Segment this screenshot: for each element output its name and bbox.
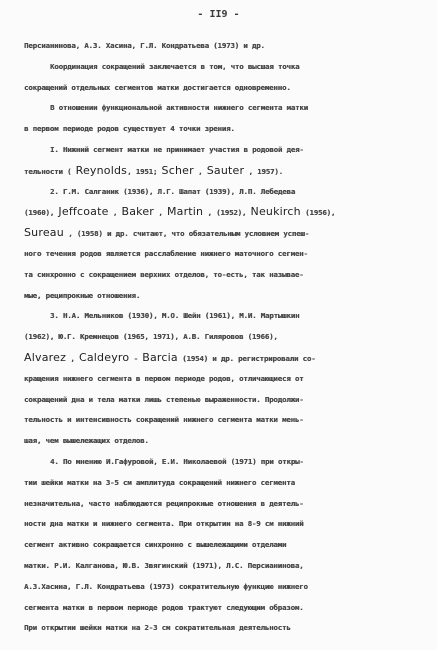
typed-text: тельность и интенсивность сокращений нижнего сегмента матки мень-: [24, 415, 304, 425]
handwritten-name: Martin: [166, 205, 204, 219]
text-line: [24, 514, 424, 535]
text-line: [24, 473, 424, 494]
text-line: [24, 327, 424, 348]
page-number: - II9 -: [197, 9, 240, 20]
text-line: [24, 161, 424, 182]
typed-text: (1962), Ю.Г. Кремнецов (1965, 1971), А.В. Гиляровов (1966),: [24, 332, 278, 342]
text-line: [24, 556, 424, 577]
text-line: [24, 182, 424, 203]
typed-text: (1956),: [300, 208, 336, 218]
text-line: [24, 410, 424, 431]
handwritten-name: Scher: [161, 163, 194, 177]
text-line: [24, 431, 424, 452]
typed-text: -: [129, 353, 143, 363]
typed-text: тельности (: [24, 166, 76, 176]
typed-text: А.З.Хасина, Г.Л. Кондратьева (1973) сократительную функцию нижнего: [24, 581, 308, 591]
typed-text: 4. По мнению И.Гафуровой, Е.И. Николаевой (1971) при откры-: [50, 456, 304, 466]
handwritten-name: Sauter: [206, 163, 245, 177]
typed-text: ,: [108, 208, 122, 218]
typed-text: (1954) и др. регистрировали со-: [177, 353, 316, 363]
typed-text: сегмента матки в первом периоде родов трактуют следующим образом.: [24, 602, 304, 612]
typed-text: (1960),: [24, 208, 59, 218]
text-line: [24, 119, 424, 140]
typed-text: , (1952),: [203, 208, 251, 218]
typed-text: сокращений дна и тела матки лишь степенью выраженности. Продолжи-: [24, 394, 304, 404]
text-line: [24, 78, 424, 99]
document-body: [24, 36, 424, 639]
typed-text: При открытии шейки матки на 2-3 см сократительная деятельность: [24, 623, 291, 633]
typed-text: сокращений отдельных сегментов матки достигается одновременно.: [24, 82, 291, 92]
typed-text: , 1951;: [127, 166, 162, 176]
typed-text: незначительна, часто наблюдаются реципрокные отношения в деятель-: [24, 498, 304, 508]
typed-text: I. Нижний сегмент матки не принимает участия в родовой дея-: [50, 144, 304, 154]
typed-text: ,: [66, 353, 79, 363]
text-line: [24, 390, 424, 411]
handwritten-name: Caldeyro: [78, 350, 130, 364]
text-line: [24, 286, 424, 307]
handwritten-name: Barcia: [142, 350, 178, 364]
handwritten-name: Sureau: [24, 226, 64, 240]
typed-text: мые, реципрокные отношения.: [24, 290, 141, 300]
text-line: [24, 265, 424, 286]
typed-text: В отношении функциональной активности нижнего сегмента матки: [50, 103, 308, 113]
typed-text: та синхронно с сокращением верхних отделов, то-есть, так называе-: [24, 269, 304, 279]
typed-text: тии шейки матки на 3-5 см амплитуда сокращений нижнего сегмента: [24, 477, 295, 487]
text-line: [24, 618, 424, 639]
typed-text: сегмент активно сокращается синхронно с вышележащими отделами: [24, 540, 287, 550]
text-line: [24, 57, 424, 78]
text-line: [24, 348, 424, 369]
text-line: [24, 223, 424, 244]
typed-text: 2. Г.М. Салганик (1936), Л.Г. Шапат (1939), Л.П. Лебедева: [50, 186, 296, 196]
typed-text: Персианинова, А.З. Хасина, Г.Л. Кондратьева (1973) и др.: [24, 41, 265, 50]
text-line: [24, 535, 424, 556]
handwritten-name: Jeffcoate: [58, 205, 109, 219]
typed-text: матки. Р.И. Калганова, Ю.В. Звягинский (1971), Л.С. Персианинова,: [24, 560, 304, 570]
text-line: [24, 202, 424, 223]
handwritten-name: Reynolds: [75, 163, 128, 177]
text-line: [24, 36, 424, 57]
typed-text: ,: [154, 208, 167, 218]
handwritten-name: Neukirch: [250, 205, 301, 219]
typed-text: ного течения родов является расслабление нижнего маточного сегмен-: [24, 248, 308, 258]
text-line: [24, 452, 424, 473]
text-line: [24, 140, 424, 161]
text-line: [24, 494, 424, 515]
text-line: [24, 98, 424, 119]
typed-text: 3. Н.А. Мельников (1930), М.О. Шейн (1961), М.И. Мартышкин: [50, 311, 300, 321]
text-line: [24, 306, 424, 327]
typed-text: шая, чем вышележащих отделов.: [24, 436, 149, 446]
typed-text: в первом периоде родов существует 4 точки зрения.: [24, 124, 235, 134]
typed-text: , (1958) и др. считают, что обязательным условием успеш-: [63, 229, 309, 239]
typed-text: кращения нижнего сегмента в первом периоде родов, отличающиеся от: [24, 373, 304, 383]
text-line: [24, 598, 424, 619]
handwritten-name: Alvarez: [24, 350, 67, 364]
text-line: [24, 577, 424, 598]
typed-text: , 1957).: [244, 166, 283, 176]
text-line: [24, 369, 424, 390]
text-line: [24, 244, 424, 265]
typed-text: Координация сокращений заключается в том, что высшая точка: [50, 61, 300, 71]
handwritten-name: Baker: [121, 205, 155, 219]
typed-text: ,: [193, 166, 207, 176]
typed-text: ности дна матки и нижнего сегмента. При открытии на 8-9 см нижний: [24, 519, 304, 529]
